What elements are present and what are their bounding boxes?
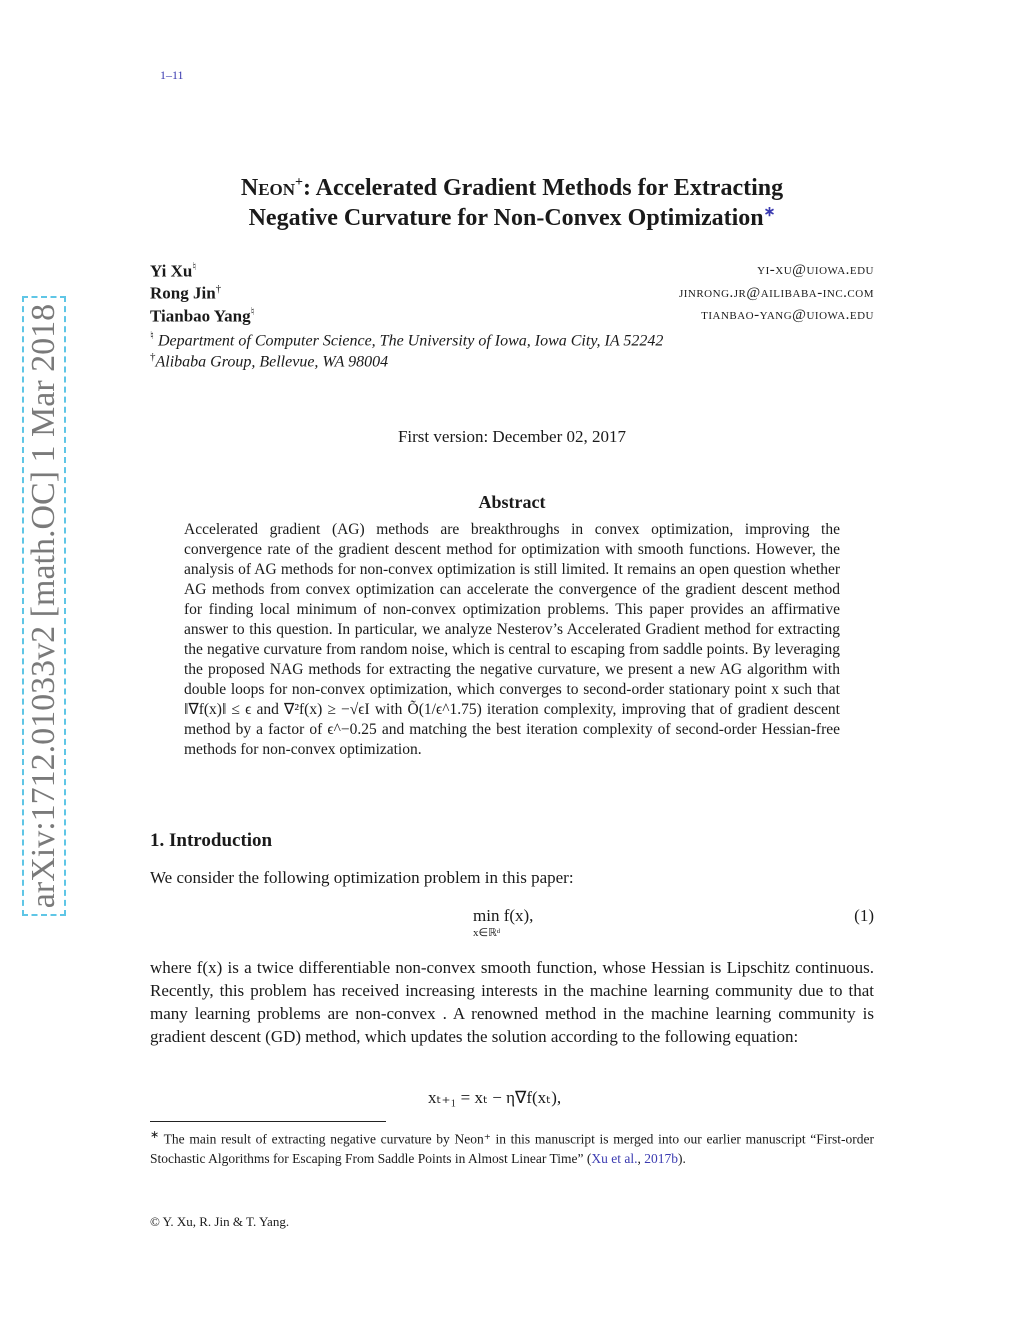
title-footnote-link[interactable]: ∗ bbox=[763, 205, 776, 220]
equation-number: (1) bbox=[854, 906, 874, 925]
affiliation: ♮ Department of Computer Science, The University of Iowa, Iowa City, IA 52242 bbox=[150, 330, 664, 350]
abstract-heading: Abstract bbox=[478, 492, 546, 512]
section-heading: 1. Introduction bbox=[150, 830, 273, 851]
citation-link-authors[interactable]: Xu et al. bbox=[591, 1150, 638, 1166]
equation-gd-update: xₜ₊₁ = xₜ − η∇f(xₜ), bbox=[428, 1088, 562, 1107]
copyright-line: © Y. Xu, R. Jin & T. Yang. bbox=[150, 1214, 290, 1229]
author-name: Tianbao Yang♮ bbox=[150, 306, 255, 326]
author-name: Rong Jin† bbox=[150, 283, 222, 303]
title-line-2-text: Negative Curvature for Non-Convex Optimization bbox=[248, 205, 764, 231]
paper-title-line-2 bbox=[150, 198, 874, 233]
author-name: Yi Xu♮ bbox=[150, 261, 197, 281]
page-number: 1–11 bbox=[160, 68, 184, 82]
citation-link-year[interactable]: 2017b bbox=[644, 1150, 678, 1166]
equation-1: min f(x), bbox=[473, 906, 534, 925]
title-line-1-text: : Accelerated Gradient Methods for Extracting bbox=[303, 175, 784, 201]
title-brand-sup: + bbox=[295, 175, 304, 190]
intro-paragraph-1: We consider the following optimization problem in this paper: bbox=[150, 868, 574, 887]
footnote-text-end: ). bbox=[677, 1150, 686, 1166]
equation-1-subscript: x∈ℝᵈ bbox=[473, 927, 501, 939]
abstract-body: Accelerated gradient (AG) methods are breakthroughs in convex optimization, improving the convergence rate of the gradient descent method for optimization with smooth functions. However, the analysis of AG methods for non-convex optimization is still limited. It remains an open question whether AG methods from convex optimization can accelerate the convergence of the gradient descent method for finding local minimum of non-convex optimization problems. This paper provides an affirmative answer to this question. In particular, we analyze Nesterov’s Accelerated Gradient method for extracting the negative curvature from random noise, which is central to escaping from saddle points. By leveraging the proposed NAG methods for extracting the negative curvature, we present a new AG algorithm with double loops for non-convex optimization, which converges to second-order stationary point x such that ‖∇f(x)‖ ≤ ϵ and ∇²f(x) ≥ −√ϵI with Õ(1/ϵ^1.75) iteration complexity, improving that of gradient descent method by a factor of ϵ^−0.25 and matching the best iteration complexity of second-order Hessian-free methods for non-convex optimization. bbox=[184, 521, 840, 758]
author-email[interactable]: jinrong.jr@ailibaba-inc.com bbox=[678, 285, 874, 301]
version-note: First version: December 02, 2017 bbox=[397, 427, 627, 446]
arxiv-stamp-text: arXiv:1712.01033v2 [math.OC] 1 Mar 2018 bbox=[25, 303, 62, 909]
author-email[interactable]: yi-xu@uiowa.edu bbox=[757, 262, 874, 278]
affiliation: †Alibaba Group, Bellevue, WA 98004 bbox=[150, 351, 389, 371]
arxiv-stamp bbox=[22, 296, 66, 916]
citation-separator: , bbox=[637, 1150, 645, 1166]
title-brand: Neon bbox=[240, 175, 296, 201]
author-email[interactable]: tianbao-yang@uiowa.edu bbox=[701, 307, 874, 323]
intro-paragraph-2: where f(x) is a twice differentiable non-convex smooth function, whose Hessian is Lipschitz continuous. Recently, this problem has received increasing interests in the machine learning community due to that many learning problems are non-convex . A renowned method in the machine learning community is gradient descent (GD) method, which updates the solution according to the following equation: bbox=[150, 958, 874, 1046]
footnote-rule bbox=[150, 1121, 386, 1122]
footnote-mark: ∗ bbox=[150, 1129, 160, 1141]
footnote bbox=[150, 1126, 874, 1168]
footnote-text: The main result of extracting negative curvature by Neon⁺ in this manuscript is merged into our earlier manuscript “First-order Stochastic Algorithms for Escaping From Saddle Points in Almost Linear Time” ( bbox=[150, 1131, 874, 1166]
